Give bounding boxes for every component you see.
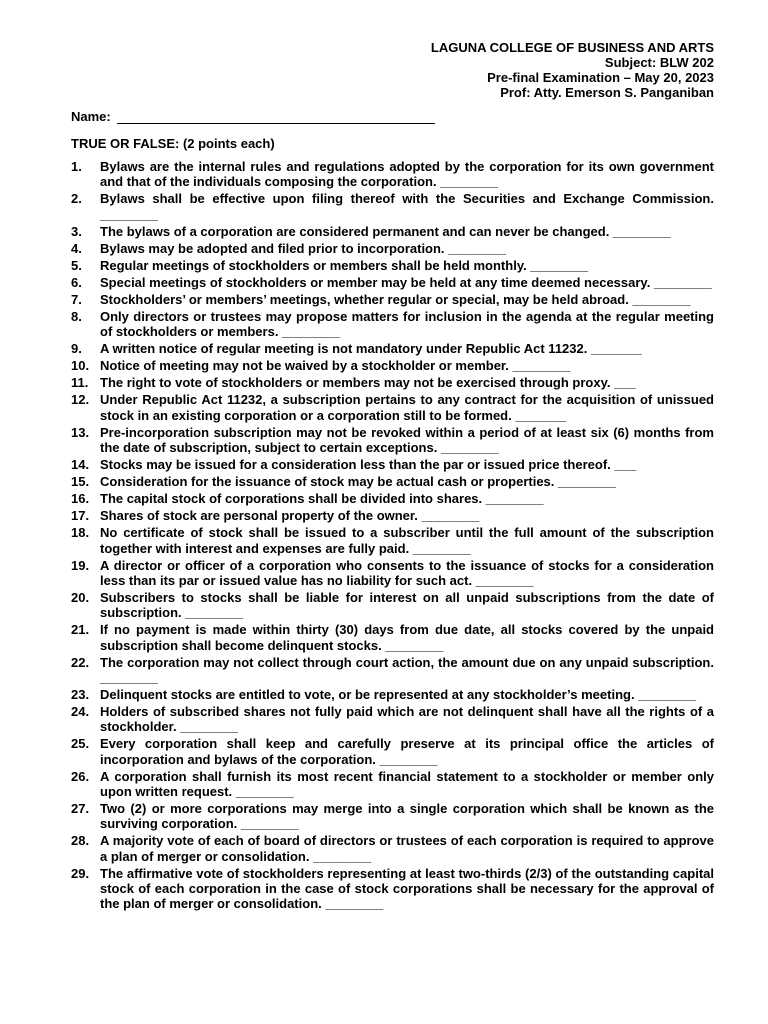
question-text: Consideration for the issuance of stock may be actual cash or properties. ________ bbox=[100, 474, 616, 490]
question-text: Stocks may be issued for a consideration less than the par or issued price thereof. ___ bbox=[100, 457, 637, 473]
question-number: 13. bbox=[71, 424, 90, 440]
question-item bbox=[71, 736, 714, 767]
question-item bbox=[71, 491, 714, 506]
question-item bbox=[71, 358, 714, 373]
question-text: A corporation shall furnish its most recent financial statement to a stockholder or member only upon written request. ________ bbox=[100, 768, 714, 800]
question-text: Notice of meeting may not be waived by a stockholder or member. ________ bbox=[100, 358, 571, 374]
document-header bbox=[431, 40, 714, 100]
question-text: The corporation may not collect through court action, the amount due on any unpaid subscription. ________ bbox=[100, 654, 714, 685]
subject-line: Subject: BLW 202 bbox=[604, 55, 714, 70]
question-number: 6. bbox=[71, 274, 82, 290]
question-number: 19. bbox=[71, 557, 90, 573]
question-number: 5. bbox=[71, 257, 82, 273]
name-blank-line bbox=[117, 111, 435, 124]
question-item bbox=[71, 275, 714, 290]
question-number: 27. bbox=[71, 801, 90, 817]
question-text: Bylaws may be adopted and filed prior to incorporation. ________ bbox=[100, 240, 506, 256]
question-item bbox=[71, 341, 714, 356]
question-item bbox=[71, 292, 714, 307]
question-text: Stockholders’ or members’ meetings, whether regular or special, may be held abroad. ________ bbox=[100, 291, 691, 307]
question-item bbox=[71, 704, 714, 735]
question-text: Pre-incorporation subscription may not be revoked within a period of at least six (6) months from the date of subscription, subject to certain exceptions. ________ bbox=[100, 424, 714, 456]
question-number: 9. bbox=[71, 341, 82, 357]
question-number: 11. bbox=[71, 375, 89, 391]
name-label: Name: bbox=[71, 109, 111, 124]
professor-line: Prof: Atty. Emerson S. Panganiban bbox=[500, 85, 714, 100]
question-text: A written notice of regular meeting is not mandatory under Republic Act 11232. _______ bbox=[100, 341, 642, 357]
question-text: Shares of stock are personal property of the owner. ________ bbox=[100, 508, 480, 524]
question-number: 7. bbox=[71, 291, 82, 307]
question-list bbox=[71, 159, 714, 913]
question-item bbox=[71, 687, 714, 702]
question-text: The capital stock of corporations shall be divided into shares. ________ bbox=[100, 491, 544, 507]
name-row bbox=[71, 109, 435, 124]
question-item bbox=[71, 159, 714, 190]
question-number: 8. bbox=[71, 308, 82, 324]
question-number: 14. bbox=[71, 457, 90, 473]
question-text: Bylaws shall be effective upon filing thereof with the Securities and Exchange Commission. ________ bbox=[100, 191, 714, 222]
question-item bbox=[71, 769, 714, 800]
question-item bbox=[71, 866, 714, 912]
question-text: A majority vote of each of board of directors or trustees of each corporation is required to approve a plan of merger or consolidation. ________ bbox=[100, 833, 714, 864]
question-number: 21. bbox=[71, 622, 90, 638]
question-text: Holders of subscribed shares not fully paid which are not delinquent shall have all the rights of a stockholder. ________ bbox=[100, 704, 714, 735]
question-item bbox=[71, 457, 714, 472]
exam-title: Pre-final Examination – May 20, 2023 bbox=[487, 70, 714, 85]
question-item bbox=[71, 525, 714, 556]
question-number: 12. bbox=[71, 392, 90, 408]
question-item bbox=[71, 590, 714, 621]
question-item bbox=[71, 558, 714, 589]
question-number: 22. bbox=[71, 654, 90, 670]
question-text: Two (2) or more corporations may merge into a single corporation which shall be known as the surviving corporation. ________ bbox=[100, 801, 714, 832]
question-item bbox=[71, 191, 714, 222]
question-number: 23. bbox=[71, 687, 90, 702]
question-item bbox=[71, 309, 714, 340]
question-number: 17. bbox=[71, 508, 90, 524]
question-item bbox=[71, 425, 714, 456]
question-item bbox=[71, 241, 714, 256]
question-item bbox=[71, 801, 714, 832]
question-number: 20. bbox=[71, 589, 90, 605]
question-text: Every corporation shall keep and carefully preserve at its principal office the articles of incorporation and bylaws of the corporation. ________ bbox=[100, 736, 714, 767]
question-text: Subscribers to stocks shall be liable for interest on all unpaid subscriptions from the date of subscription. ________ bbox=[100, 589, 714, 621]
question-item bbox=[71, 655, 714, 686]
question-text: If no payment is made within thirty (30) days from due date, all stocks covered by the unpaid subscription shall become delinquent stocks. ________ bbox=[100, 622, 714, 653]
question-text: The right to vote of stockholders or members may not be exercised through proxy. ___ bbox=[100, 375, 636, 391]
question-text: Under Republic Act 11232, a subscription pertains to any contract for the acquisition of unissued stock in an existing corporation or a corporation still to be formed. _______ bbox=[100, 392, 714, 423]
question-number: 26. bbox=[71, 768, 90, 784]
question-number: 25. bbox=[71, 736, 90, 752]
question-text: Regular meetings of stockholders or members shall be held monthly. ________ bbox=[100, 257, 589, 273]
question-text: The bylaws of a corporation are considered permanent and can never be changed. ________ bbox=[100, 223, 671, 239]
question-text: No certificate of stock shall be issued to a subscriber until the full amount of the subscription together with interest and expenses are fully paid. ________ bbox=[100, 525, 714, 556]
question-item bbox=[71, 392, 714, 423]
question-text: Bylaws are the internal rules and regulations adopted by the corporation for its own government and that of the individuals composing the corporation. ________ bbox=[100, 159, 714, 190]
question-number: 29. bbox=[71, 865, 90, 881]
question-text: Only directors or trustees may propose matters for inclusion in the agenda at the regular meeting of stockholders or members. ________ bbox=[100, 308, 714, 340]
section-title: TRUE OR FALSE: (2 points each) bbox=[71, 136, 275, 151]
question-number: 15. bbox=[71, 474, 90, 490]
question-number: 4. bbox=[71, 240, 82, 256]
question-item bbox=[71, 224, 714, 239]
question-number: 3. bbox=[71, 223, 82, 239]
question-item bbox=[71, 622, 714, 653]
question-item bbox=[71, 474, 714, 489]
question-number: 24. bbox=[71, 704, 90, 720]
question-text: Special meetings of stockholders or member may be held at any time deemed necessary. ________ bbox=[100, 274, 712, 290]
question-number: 16. bbox=[71, 491, 90, 507]
question-number: 10. bbox=[71, 358, 90, 374]
question-number: 2. bbox=[71, 191, 82, 207]
question-text: A director or officer of a corporation who consents to the issuance of stocks for a consideration less than its par or issued value has no liability for such act. ________ bbox=[100, 557, 714, 588]
question-number: 28. bbox=[71, 833, 90, 849]
question-item bbox=[71, 508, 714, 523]
question-item bbox=[71, 258, 714, 273]
question-text: The affirmative vote of stockholders representing at least two-thirds (2/3) of the outstanding capital stock of each corporation in the case of stock corporations shall be necessary for the approval of the plan of merger or consolidation. ________ bbox=[100, 865, 714, 912]
question-item bbox=[71, 833, 714, 864]
question-text: Delinquent stocks are entitled to vote, or be represented at any stockholder’s meeting. ________ bbox=[100, 687, 697, 702]
question-number: 1. bbox=[71, 159, 82, 174]
school-name: LAGUNA COLLEGE OF BUSINESS AND ARTS bbox=[430, 40, 714, 55]
question-number: 18. bbox=[71, 525, 90, 541]
question-item bbox=[71, 375, 714, 390]
